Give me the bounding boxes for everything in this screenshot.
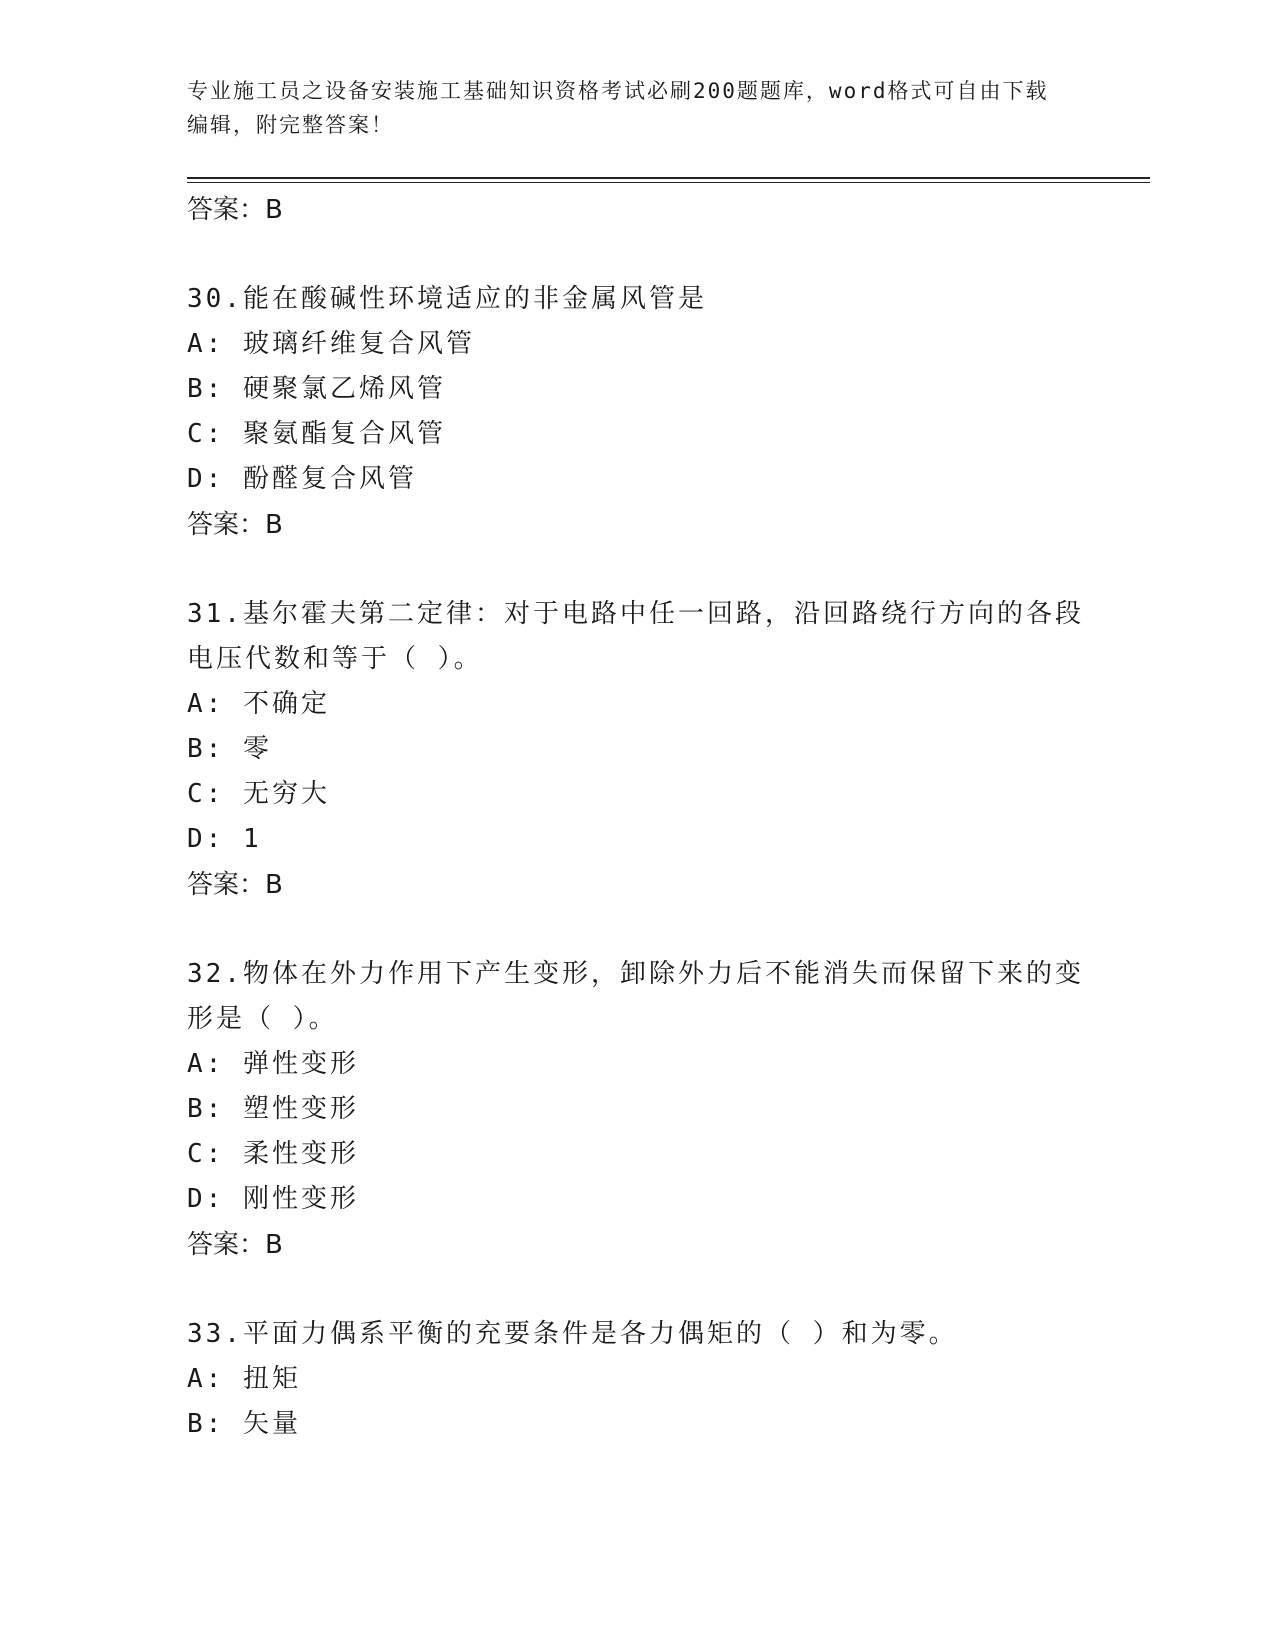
question-block	[187, 277, 1087, 548]
option-b: B: 塑性变形	[187, 1094, 359, 1124]
option-c: C: 柔性变形	[187, 1139, 359, 1169]
question-block	[187, 592, 1087, 908]
question-block	[187, 952, 1087, 1268]
option-b: B: 零	[187, 734, 272, 764]
question-stem: 33.平面力偶系平衡的充要条件是各力偶矩的（ ）和为零。	[187, 1319, 958, 1349]
question-stem: 31.基尔霍夫第二定律：对于电路中任一回路，沿回路绕行方向的各段电压代数和等于（ ）。	[187, 599, 1084, 674]
option-d: D: 1	[187, 824, 262, 854]
question-stem: 32.物体在外力作用下产生变形，卸除外力后不能消失而保留下来的变形是（ ）。	[187, 959, 1084, 1034]
header-rule-thin	[187, 182, 1150, 183]
header-rule-thick	[187, 177, 1150, 179]
option-d: D: 刚性变形	[187, 1184, 359, 1214]
answer-line: 答案：B	[187, 195, 283, 225]
option-b: B: 硬聚氯乙烯风管	[187, 374, 446, 404]
document-header: 专业施工员之设备安装施工基础知识资格考试必刷200题题库，word格式可自由下载编辑，附完整答案！	[187, 79, 1049, 137]
question-block	[187, 1312, 1087, 1447]
answer-line: 答案：B	[187, 1230, 283, 1260]
option-b: B: 矢量	[187, 1409, 301, 1439]
option-a: A: 不确定	[187, 689, 330, 719]
answer-line: 答案：B	[187, 510, 283, 540]
option-a: A: 扭矩	[187, 1364, 301, 1394]
question-list	[187, 187, 1087, 1447]
option-a: A: 弹性变形	[187, 1049, 359, 1079]
option-c: C: 无穷大	[187, 779, 330, 809]
option-d: D: 酚醛复合风管	[187, 464, 417, 494]
option-c: C: 聚氨酯复合风管	[187, 419, 446, 449]
option-a: A: 玻璃纤维复合风管	[187, 329, 475, 359]
answer-line: 答案：B	[187, 870, 283, 900]
question-stem: 30.能在酸碱性环境适应的非金属风管是	[187, 284, 707, 314]
